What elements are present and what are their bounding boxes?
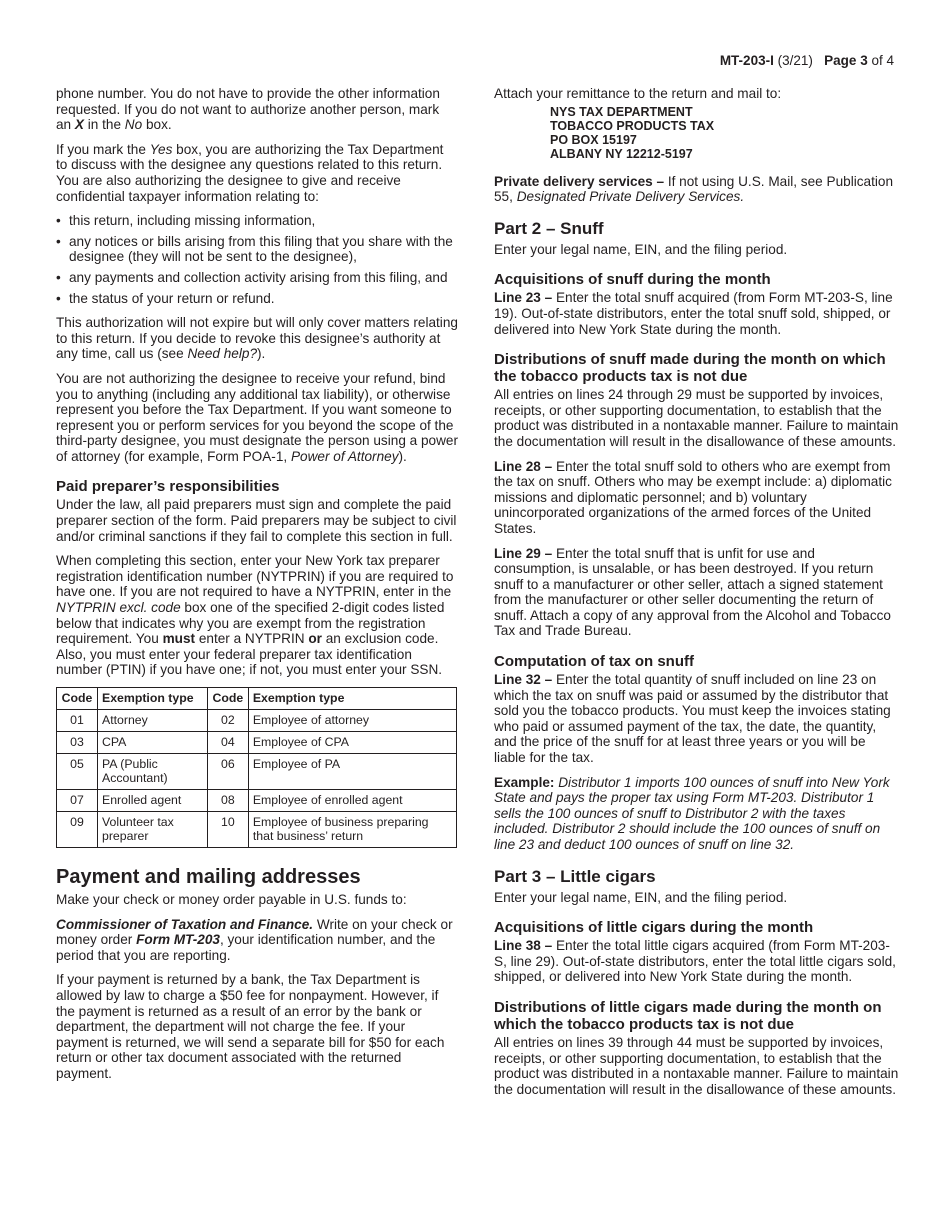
private-delivery-paragraph: Private delivery services – If not using U.S. Mail, see Publication 55, Designated Private Delivery Services. xyxy=(494,173,894,205)
table-row xyxy=(57,732,457,754)
bullet-icon: • xyxy=(56,213,61,229)
table-cell: 01 xyxy=(57,710,98,732)
paid-preparer-paragraph-1: Under the law, all paid preparers must sign and complete the paid preparer section of the form. Paid preparers may be subject to civil and/or criminal sanctions if they fail to complete this section in full. xyxy=(56,497,457,544)
bullet-icon: • xyxy=(56,269,61,285)
payment-paragraph-3: If your payment is returned by a bank, the Tax Department is allowed by law to charge a $50 fee for nonpayment. However, if the payment is returned as a result of an error by the bank or department, the department will not charge the fee. If your payment is returned, we will send a separate bill for $50 for each return or other tax document associated with the returned payment. xyxy=(56,972,445,1081)
computation-snuff-heading: Computation of tax on snuff xyxy=(494,653,694,671)
address-line: ALBANY NY 12212-5197 xyxy=(550,146,693,161)
address-line: TOBACCO PRODUCTS TAX xyxy=(550,118,715,133)
table-row xyxy=(57,710,457,732)
bullet-icon: • xyxy=(56,290,61,306)
paid-preparer-heading: Paid preparer’s responsibilities xyxy=(56,478,280,496)
column-header: Code xyxy=(207,688,248,710)
bullet-icon: • xyxy=(56,233,61,249)
form-revision: (3/21) xyxy=(777,53,813,68)
list-item: • this return, including missing information, xyxy=(56,213,316,229)
column-header: Code xyxy=(57,688,98,710)
left-column xyxy=(56,86,458,1091)
exemption-code-table xyxy=(56,687,457,848)
table-cell: Employee of attorney xyxy=(248,710,456,732)
table-cell: 04 xyxy=(207,732,248,754)
table-cell: 05 xyxy=(57,754,98,790)
right-column xyxy=(494,86,899,1106)
table-cell: 02 xyxy=(207,710,248,732)
table-cell: 08 xyxy=(207,790,248,812)
payment-paragraph-1: Make your check or money order payable in U.S. funds to: xyxy=(56,892,407,907)
acquisitions-cigars-heading: Acquisitions of little cigars during the month xyxy=(494,919,814,937)
page-number: 3 xyxy=(860,53,868,68)
line32-paragraph: Line 32 – Enter the total quantity of snuff included on line 23 on which the tax on snuff was paid or assumed by the distributor that sold you the tobacco products. You must keep the invoices stating who paid or assumed payment of the tax, the date, the quantity, and the price of the snuff for at least three years or you will be liable for the tax. xyxy=(494,672,891,766)
list-item: • the status of your return or refund. xyxy=(56,290,275,306)
address-line: PO BOX 15197 xyxy=(550,132,637,147)
table-cell: Employee of PA xyxy=(248,754,456,790)
line28-paragraph: Line 28 – Enter the total snuff sold to others who are exempt from the tax on snuff. Others who may be exempt include: a) diplomatic missions and diplomatic personnel; and b) voluntary unincorporated organizations of the armed forces of the United States. xyxy=(494,458,892,536)
table-header-row xyxy=(57,688,457,710)
part2-heading: Part 2 – Snuff xyxy=(494,218,604,238)
part2-intro: Enter your legal name, EIN, and the filing period. xyxy=(494,241,788,257)
authorization-list xyxy=(56,213,458,306)
address-line: NYS TAX DEPARTMENT xyxy=(550,104,693,119)
table-cell: Enrolled agent xyxy=(98,790,208,812)
table-cell: 10 xyxy=(207,812,248,848)
page-label: Page xyxy=(824,53,857,68)
table-cell: Employee of business preparing that business’ return xyxy=(248,812,456,848)
table-row xyxy=(57,754,457,790)
part3-heading: Part 3 – Little cigars xyxy=(494,866,656,886)
designee-paragraph-2: If you mark the Yes box, you are authorizing the Tax Department to discuss with the designee any questions related to this return. You are also authorizing the designee to give and receive confidential taxpayer information relating to: xyxy=(56,141,444,204)
page-total: of 4 xyxy=(871,53,894,68)
acquisitions-snuff-heading: Acquisitions of snuff during the month xyxy=(494,271,771,289)
payment-heading: Payment and mailing addresses xyxy=(56,866,361,888)
table-cell: PA (Public Accountant) xyxy=(98,754,208,790)
payment-paragraph-2: Commissioner of Taxation and Finance. Write on your check or money order Form MT-203, your identification number, and the period that you are reporting. xyxy=(56,916,453,963)
example-paragraph: Example: Distributor 1 imports 100 ounces of snuff into New York State and pays the proper tax using Form MT-203. Distributor 1 sells the 100 ounces of snuff to Distributor 2 with the taxes included. Distributor 2 should include the 100 ounces of snuff on line 23 and deduct 100 ounces of snuff on line 32. xyxy=(494,774,890,852)
form-id: MT-203-I xyxy=(719,53,774,68)
list-item: • any notices or bills arising from this filing that you share with the designee (they will not be sent to the designee), xyxy=(56,233,453,265)
line23-paragraph: Line 23 – Enter the total snuff acquired (from Form MT-203-S, line 19). Out-of-state distributors, enter the total snuff sold, shipped, or delivered into New York State during the month. xyxy=(494,290,893,337)
column-header: Exemption type xyxy=(98,688,208,710)
distributions-cigars-paragraph: All entries on lines 39 through 44 must be supported by invoices, receipts, or other supporting documentation, to establish that the product was distributed in a nontaxable manner. Failure to maintain the documentation will result in the disallowance of these amounts. xyxy=(494,1034,899,1097)
distributions-snuff-paragraph: All entries on lines 24 through 29 must be supported by invoices, receipts, or other supporting documentation, to establish that the product was distributed in a nontaxable manner. Failure to maintain the documentation will result in the disallowance of these amounts. xyxy=(494,387,899,449)
designee-paragraph-3: This authorization will not expire but will only cover matters relating to this return. If you decide to revoke this designee’s authority at any time, call us (see Need help?). xyxy=(56,315,458,362)
column-header: Exemption type xyxy=(248,688,456,710)
distributions-cigars-heading: Distributions of little cigars made during the month on which the tobacco products tax is not due xyxy=(494,998,882,1033)
designee-paragraph-4: You are not authorizing the designee to receive your refund, bind you to anything (including any additional tax liability), or otherwise represent you before the Tax Department. If you want someone to represent you or perform services for you beyond the scope of the third-party designee, you must designate the person using a power of attorney (for example, Form POA-1, Power of Attorney). xyxy=(56,370,459,464)
table-cell: Employee of CPA xyxy=(248,732,456,754)
paid-preparer-paragraph-2: When completing this section, enter your New York tax preparer registration identification number (NYTPRIN) if you are required to have one. If you are not required to have a NYTPRIN, enter in the NYTPRIN excl. code box one of the specified 2-digit codes listed below that indicates why you are exempt from the registration requirement. You must enter a NYTPRIN or an exclusion code. Also, you must enter your federal preparer tax identification number (PTIN) if you have one; if not, you must enter your SSN. xyxy=(56,553,454,678)
table-cell: Attorney xyxy=(98,710,208,732)
table-cell: 06 xyxy=(207,754,248,790)
part3-intro: Enter your legal name, EIN, and the filing period. xyxy=(494,889,788,905)
attach-remittance-text: Attach your remittance to the return and mail to: xyxy=(494,86,782,101)
table-cell: 03 xyxy=(57,732,98,754)
table-cell: CPA xyxy=(98,732,208,754)
designee-paragraph-1: phone number. You do not have to provide the other information requested. If you do not want to authorize another person, mark an X in the No box. xyxy=(56,86,440,133)
table-cell: Employee of enrolled agent xyxy=(248,790,456,812)
table-cell: 07 xyxy=(57,790,98,812)
table-row xyxy=(57,812,457,848)
list-item: • any payments and collection activity arising from this filing, and xyxy=(56,269,448,285)
line38-paragraph: Line 38 – Enter the total little cigars acquired (from Form MT-203-S, line 29). Out-of-state distributors, enter the total little cigars sold, shipped, or delivered into New York State during the month. xyxy=(494,938,896,985)
page-header xyxy=(720,53,894,68)
distributions-snuff-heading: Distributions of snuff made during the month on which the tobacco products tax is not due xyxy=(494,351,886,386)
mailing-address xyxy=(550,105,899,161)
table-cell: Volunteer tax preparer xyxy=(98,812,208,848)
table-cell: 09 xyxy=(57,812,98,848)
line29-paragraph: Line 29 – Enter the total snuff that is unfit for use and consumption, is unsalable, or has been destroyed. If you return snuff to a manufacturer or other seller, attach a signed statement from the manufacturer or other seller documenting the return of snuff. Attach a copy of any approval from the Alcohol and Tobacco Tax and Trade Bureau. xyxy=(494,545,891,639)
table-row xyxy=(57,790,457,812)
